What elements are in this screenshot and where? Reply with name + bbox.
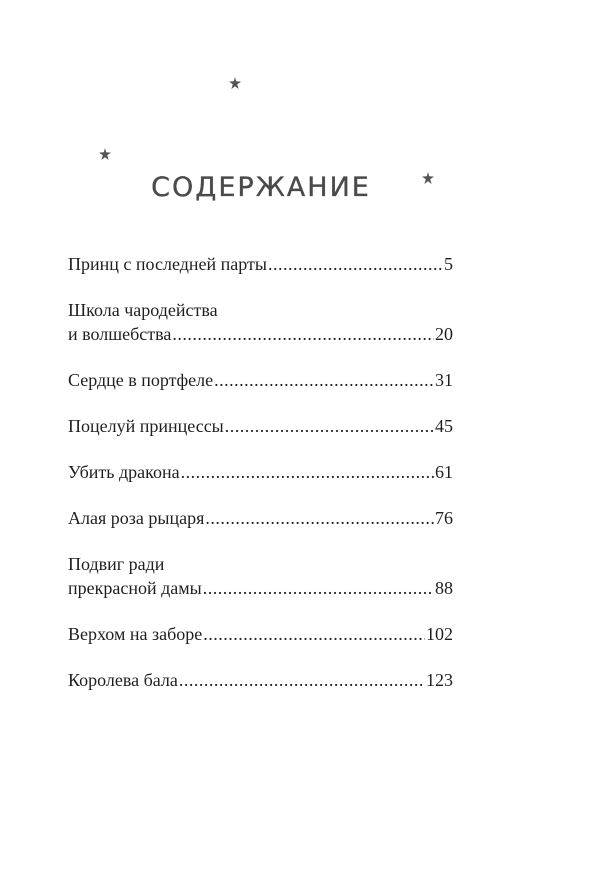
toc-entry[interactable] bbox=[68, 252, 453, 276]
toc-entry-title: Алая роза рыцаря bbox=[68, 508, 205, 528]
toc-entry-title: Сердце в портфеле bbox=[68, 370, 214, 390]
toc-entry-title: Принц с последней парты bbox=[68, 254, 267, 274]
toc-entry-title: Верхом на заборе bbox=[68, 624, 203, 644]
toc-entry-page: 45 bbox=[435, 416, 453, 436]
toc-entry-title: и волшебства bbox=[68, 324, 172, 344]
dot-leader bbox=[181, 460, 434, 484]
toc-entry-title: прекрасной дамы bbox=[68, 578, 202, 598]
dot-leader bbox=[214, 368, 434, 392]
toc-entry-page: 123 bbox=[426, 670, 453, 690]
toc-entry-page: 88 bbox=[435, 578, 453, 598]
toc-entry-page: 31 bbox=[435, 370, 453, 390]
dot-leader bbox=[268, 252, 443, 276]
toc-entry[interactable] bbox=[68, 298, 453, 346]
toc-entry[interactable] bbox=[68, 622, 453, 646]
toc-entry-title: Королева бала bbox=[68, 670, 178, 690]
dot-leader bbox=[205, 506, 434, 530]
dot-leader bbox=[203, 576, 434, 600]
toc-entry[interactable] bbox=[68, 414, 453, 438]
dot-leader bbox=[225, 414, 434, 438]
toc-entry[interactable] bbox=[68, 368, 453, 392]
toc-entry-page: 5 bbox=[444, 254, 453, 274]
toc-entry-page: 20 bbox=[435, 324, 453, 344]
toc-entry[interactable] bbox=[68, 552, 453, 600]
dot-leader bbox=[179, 668, 425, 692]
toc-entry[interactable] bbox=[68, 668, 453, 692]
toc-entry-title-line1: Подвиг ради bbox=[68, 554, 165, 574]
toc-entry-title: Убить дракона bbox=[68, 462, 180, 482]
dot-leader bbox=[172, 322, 434, 346]
toc-entry[interactable] bbox=[68, 506, 453, 530]
toc-entry-title-line1: Школа чародейства bbox=[68, 300, 218, 320]
toc-entry-title: Поцелуй принцессы bbox=[68, 416, 224, 436]
dot-leader bbox=[203, 622, 425, 646]
toc-entry-page: 102 bbox=[426, 624, 453, 644]
star-icon bbox=[229, 77, 241, 89]
table-of-contents bbox=[68, 252, 453, 714]
toc-entry[interactable] bbox=[68, 460, 453, 484]
page-title: СОДЕРЖАНИЕ bbox=[151, 172, 371, 203]
toc-entry-page: 61 bbox=[435, 462, 453, 482]
toc-entry-page: 76 bbox=[435, 508, 453, 528]
star-icon bbox=[99, 148, 111, 160]
